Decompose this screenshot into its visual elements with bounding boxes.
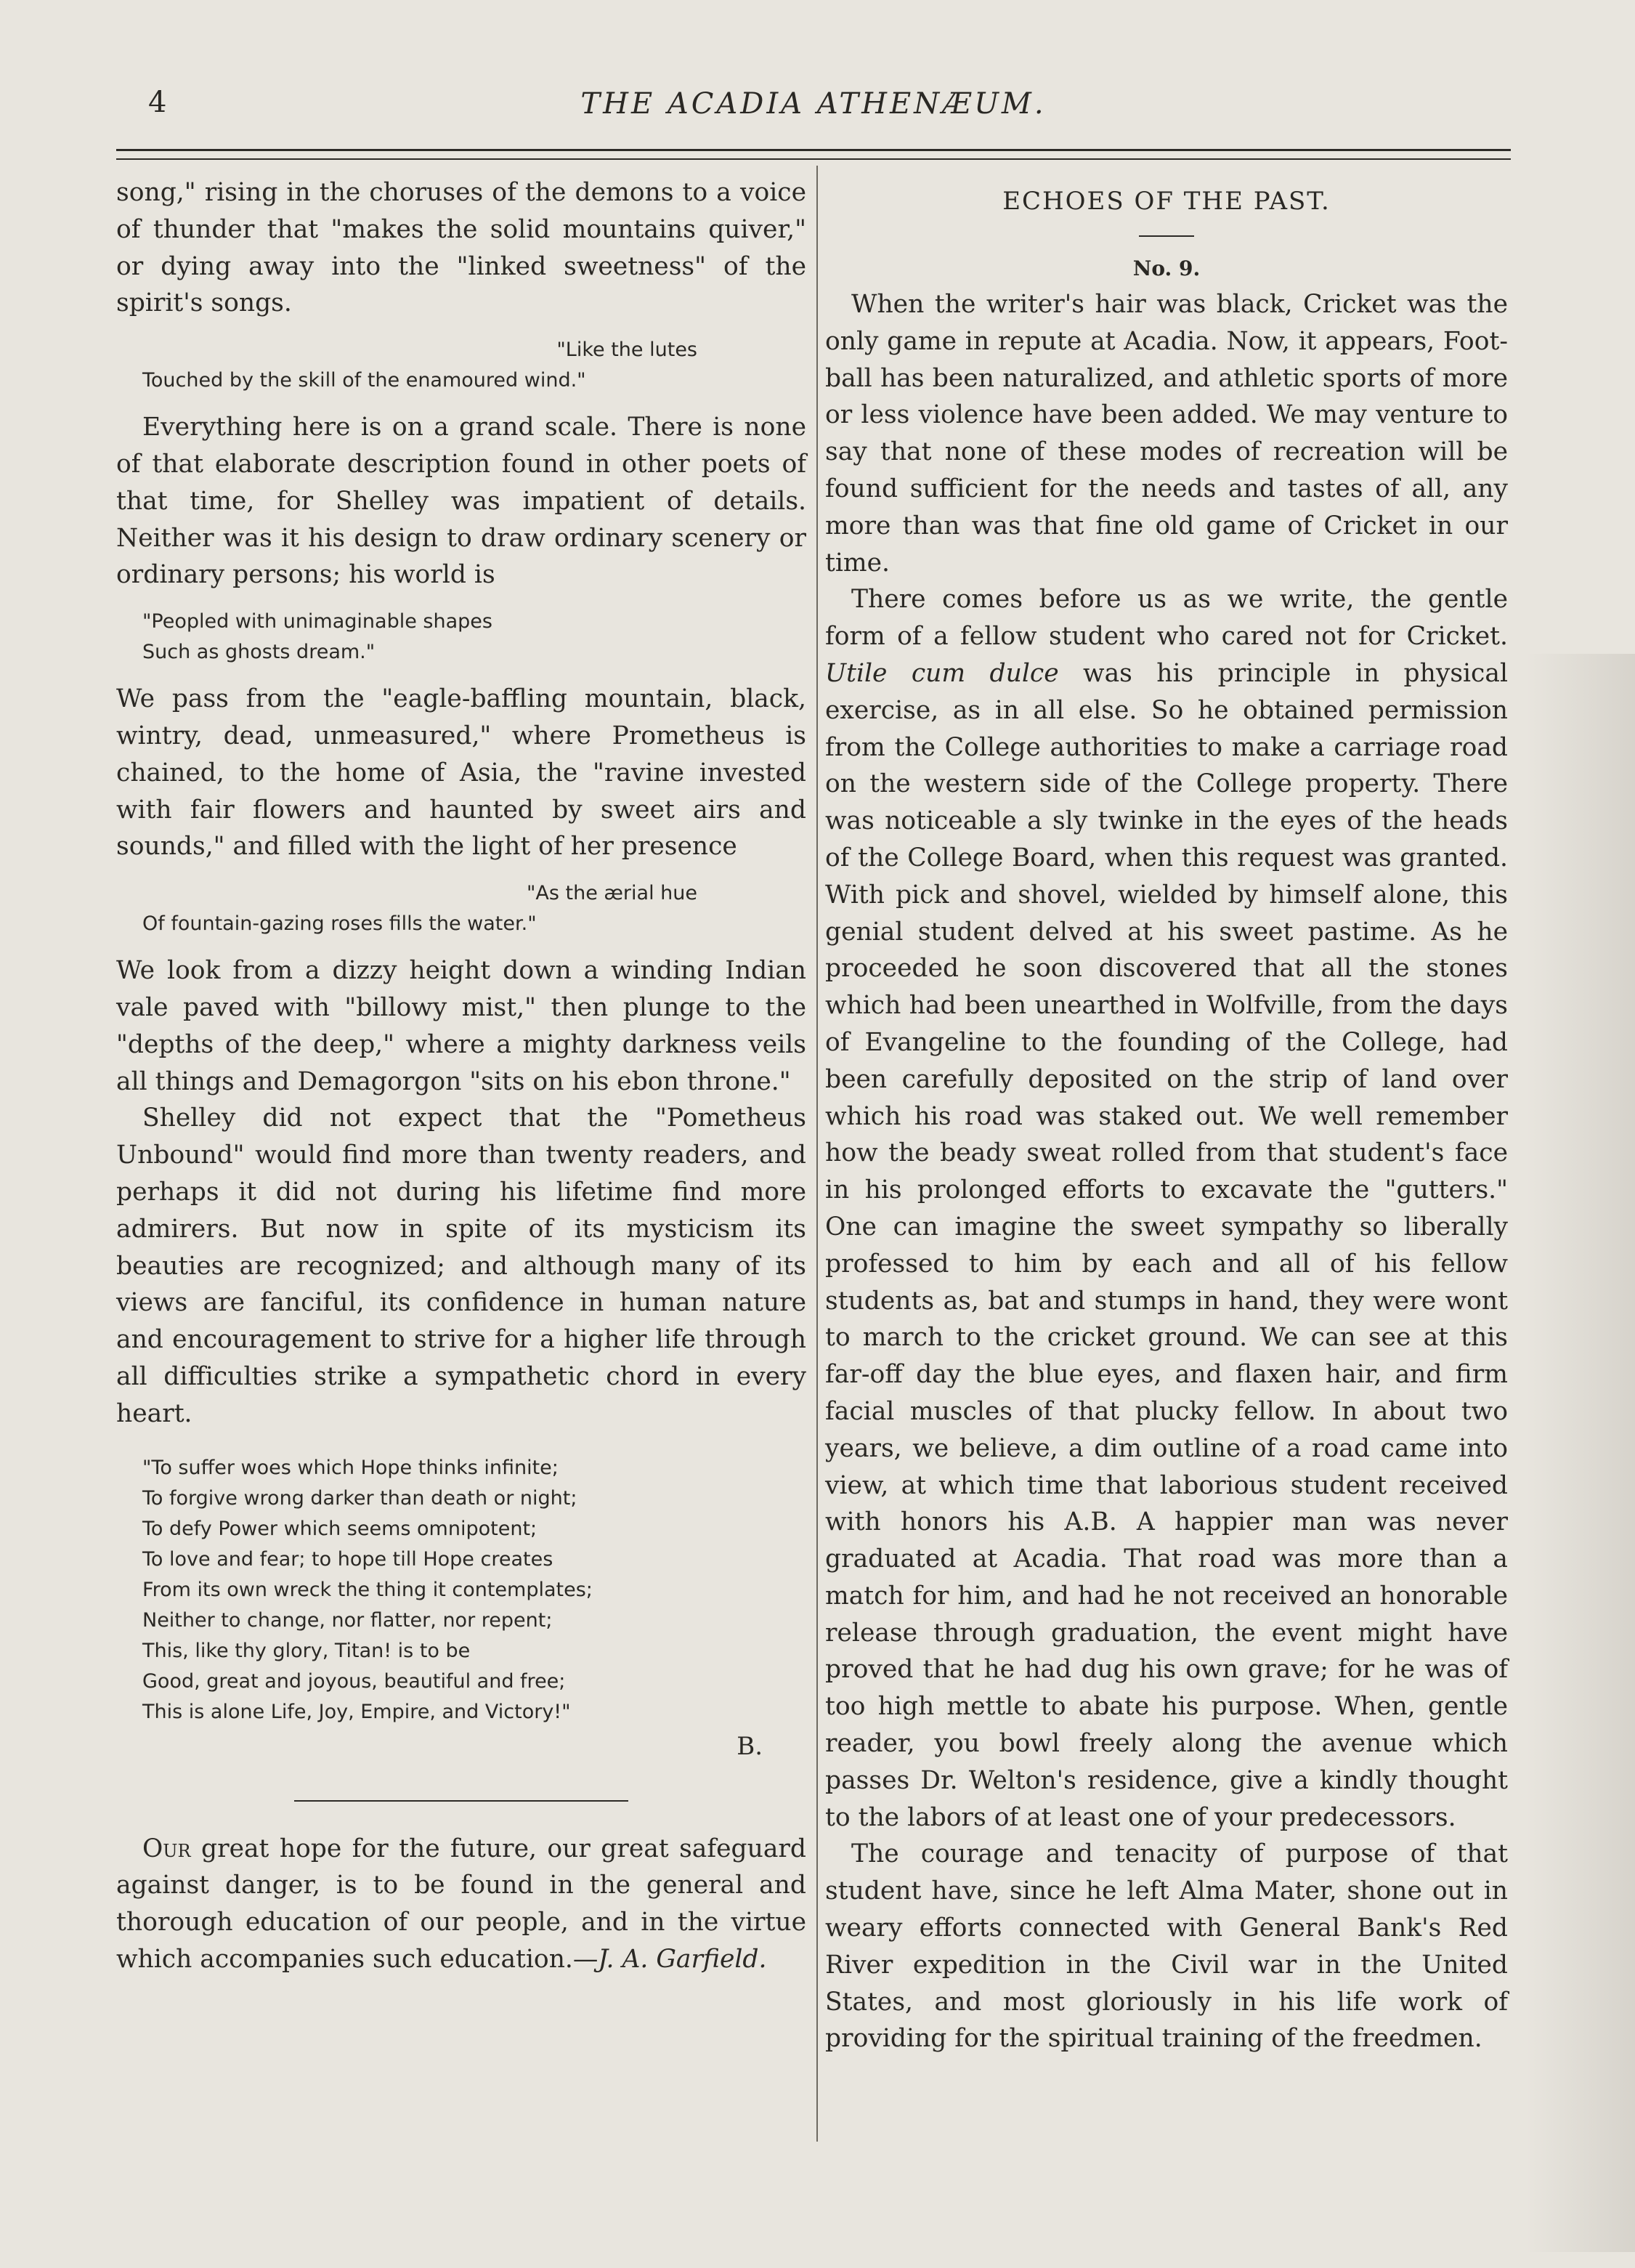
paragraph xyxy=(825,581,1508,1836)
poem-line: To defy Power which seems omnipotent; xyxy=(142,1517,537,1540)
verse-line: "As the ærial hue xyxy=(526,882,697,905)
page-number: 4 xyxy=(148,86,167,119)
verse-line: Of fountain-gazing roses fills the water." xyxy=(142,912,537,936)
quote-text: great hope for the future, our great safeguard against danger, is to be found in the general and thorough education of our people, and in the virtue which accompanies such education.— xyxy=(116,1834,806,1974)
paper-shading xyxy=(1526,654,1635,2252)
poem-quote xyxy=(116,1453,806,1728)
paragraph: When the writer's hair was black, Cricket was the only game in repute at Acadia. Now, it appears, Foot-ball has been naturalized, and athletic sports of more or less violence have been added. We may venture to say that none of these modes of recreation will be found sufficient for the needs and tastes of all, any more than was that fine old game of Cricket in our time. xyxy=(825,290,1508,578)
section-rule xyxy=(294,1800,628,1802)
paragraph: Everything here is on a grand scale. There is none of that elaborate description found in other poets of that time, for Shelley was impatient of details. Neither was it his design to draw ordinary scenery or ordinary persons; his world is xyxy=(116,413,806,590)
left-column xyxy=(116,174,806,1978)
paragraph: We look from a dizzy height down a winding Indian vale paved with "billowy mist," then plunge to the "depths of the deep," where a mighty darkness veils all things and Demagorgon "sits on his ebon throne." xyxy=(116,956,806,1096)
right-column xyxy=(825,174,1508,2057)
title-rule xyxy=(1139,235,1194,237)
verse-line: Touched by the skill of the enamoured wind." xyxy=(142,369,586,392)
poem-line: From its own wreck the thing it contemplates; xyxy=(142,1578,593,1601)
paragraph-text: There comes before us as we write, the gentle form of a fellow student who cared not for Cricket. xyxy=(825,585,1508,652)
verse-line: "Like the lutes xyxy=(556,339,697,362)
poem-line: To love and fear; to hope till Hope creates xyxy=(142,1547,553,1571)
garfield-quote xyxy=(116,1831,806,1978)
quote-author: J. A. Garfield. xyxy=(598,1944,767,1974)
poem-line: To forgive wrong darker than death or night; xyxy=(142,1486,577,1510)
lead-word: Our xyxy=(142,1834,191,1863)
latin-phrase: Utile cum dulce xyxy=(825,658,1059,688)
article-number: No. 9. xyxy=(1132,256,1201,280)
verse-line: "Peopled with unimaginable shapes xyxy=(142,610,492,633)
poem-line: Good, great and joyous, beautiful and free; xyxy=(142,1669,566,1693)
verse-quote xyxy=(116,607,806,668)
article-title: ECHOES OF THE PAST. xyxy=(1002,187,1331,216)
page-header xyxy=(116,86,1511,129)
verse-quote xyxy=(116,878,806,939)
verse-quote xyxy=(116,335,806,396)
poem-line: Neither to change, nor flatter, nor repent; xyxy=(142,1608,553,1632)
header-rule-top xyxy=(116,149,1511,151)
masthead: THE ACADIA ATHENÆUM. xyxy=(580,87,1047,121)
paragraph: Shelley did not expect that the "Pometheus Unbound" would find more than twenty readers, and perhaps it did not during his lifetime find more admirers. But now in spite of its mysticism its beauties are recognized; and although many of its views are fanciful, its confidence in human nature and encouragement to strive for a higher life through all difficulties strike a sympathetic chord in every heart. xyxy=(116,1103,806,1428)
verse-line: Such as ghosts dream." xyxy=(142,641,376,664)
header-rule-bottom xyxy=(116,158,1511,160)
poem-line: "To suffer woes which Hope thinks infinite; xyxy=(142,1456,559,1479)
paragraph: The courage and tenacity of purpose of that student have, since he left Alma Mater, shone out in weary efforts connected with General Bank's Red River expedition in the Civil war in the United States, and most gloriously in his life work of providing for the spiritual training of the freedmen. xyxy=(825,1839,1508,2054)
paragraph: song," rising in the choruses of the demons to a voice of thunder that "makes the solid mountains quiver," or dying away into the "linked sweetness" of the spirit's songs. xyxy=(116,178,806,318)
paragraph-text: was his principle in physical exercise, as in all else. So he obtained permission from the College authorities to make a carriage road on the western side of the College property. There was noticeable a sly twinke in the eyes of the heads of the College Board, when this request was granted. With pick and shovel, wielded by himself alone, this genial student delved at his sweet pastime. As he proceeded he soon discovered that all the stones which had been unearthed in Wolfville, from the days of Evangeline to the founding of the College, had been carefully deposited on the strip of land over which his road was staked out. We well remember how the beady sweat rolled from that student's face in his prolonged efforts to excavate the "gutters." One can imagine the sweet sympathy so liberally professed to him by each and all of his fellow students as, bat and stumps in hand, they were wont to march to the cricket ground. We can see at this far-off day the blue eyes, and flaxen hair, and firm facial muscles of that plucky fellow. In about two years, we believe, a dim outline of a road came into view, at which time that laborious student received with honors his A.B. A happier man was never graduated at Acadia. That road was more than a match for him, and had he not received an honorable release through graduation, the event might have proved that he had dug his own grave; for he was of too high mettle to abate his purpose. When, gentle reader, you bowl freely along the avenue which passes Dr. Welton's residence, give a kindly thought to the labors of at least one of your predecessors. xyxy=(825,658,1508,1832)
poem-line: This is alone Life, Joy, Empire, and Victory!" xyxy=(142,1700,571,1723)
author-signature: B. xyxy=(737,1731,763,1761)
paragraph: We pass from the "eagle-baffling mountain, black, wintry, dead, unmeasured," where Prometheus is chained, to the home of Asia, the "ravine invested with fair flowers and haunted by sweet airs and sounds," and filled with the light of her presence xyxy=(116,684,806,862)
column-divider xyxy=(816,166,818,2142)
poem-line: This, like thy glory, Titan! is to be xyxy=(142,1639,471,1662)
